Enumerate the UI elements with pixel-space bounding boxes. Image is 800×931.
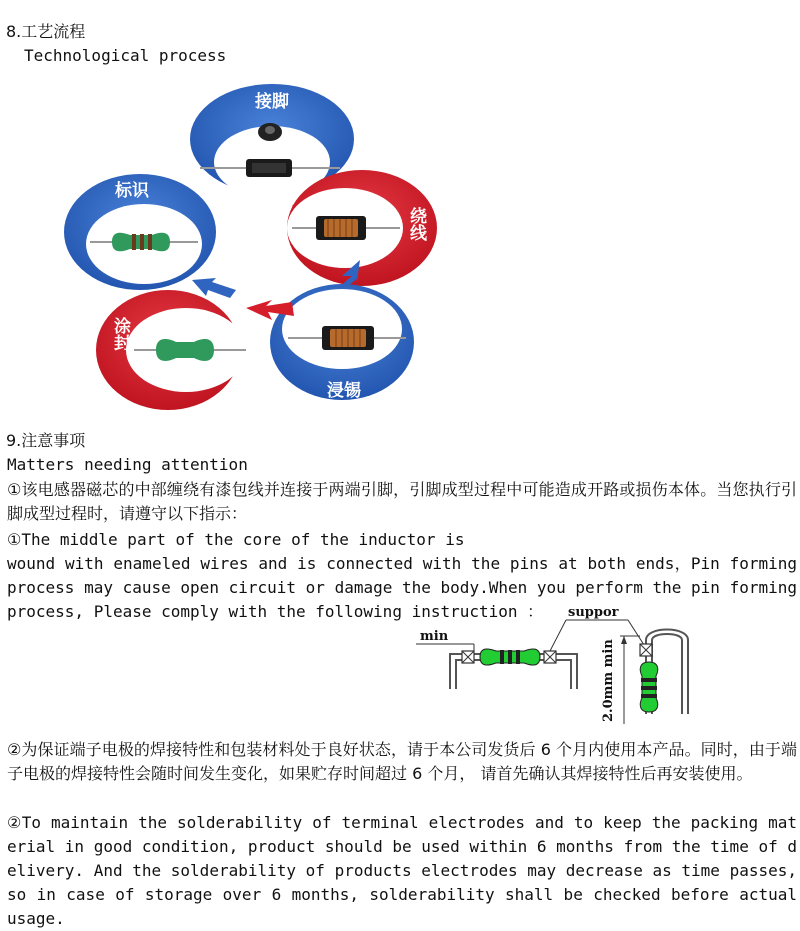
section-8-subheading: Technological process [24, 46, 227, 65]
process-step-tin-dipping [270, 284, 414, 401]
item-1-chinese: ①该电感器磁芯的中部缠绕有漆包线并连接于两端引脚，引脚成型过程中可能造成开路或损伤本体。当您执行引脚成型过程时，请遵守以下指示： [7, 480, 797, 523]
item-2-english: ②To maintain the solderability of terminal electrodes and to keep the packing material in good condition, product should be used within 6 months from the time of delivery. And the solderability of products electrodes may decrease as time passes, so in case of storage over 6 months, solderability shall be checked before actual usage. [7, 813, 797, 928]
item-1-english: wound with enameled wires and is connected with the pins at both ends，Pin forming process may cause open circuit or damage the body.When you perform the pin forming process, Please comply with the following instruction ： [7, 554, 797, 621]
label-dimension: 2.0mm min [601, 639, 616, 722]
step-label: 标识 [115, 181, 149, 201]
step-label: 浸锡 [327, 381, 361, 401]
section-9-heading: 9.注意事项 [6, 431, 86, 450]
arrow-up-left-icon [192, 278, 236, 298]
process-step-winding [287, 170, 437, 286]
label-suppor: suppor [568, 605, 619, 620]
process-step-marking [64, 174, 216, 290]
step-label: 接脚 [255, 92, 289, 112]
item-1-english-line1: ①The middle part of the core of the inductor is [7, 530, 465, 549]
section-8-heading: 8.工艺流程 [6, 22, 86, 41]
label-min: min [420, 629, 449, 644]
process-flow-graphic [60, 84, 440, 414]
step-label: 绕线 [406, 207, 426, 241]
step-label: 涂封 [110, 317, 130, 351]
section-9-subheading: Matters needing attention [7, 455, 248, 474]
lead-forming-diagram [416, 604, 716, 734]
item-2-chinese: ②为保证端子电极的焊接特性和包装材料处于良好状态，请于本公司发货后 6 个月内使用本产品。同时，由于端子电极的焊接特性会随时间发生变化，如果贮存时间超过 6 个月， 请首先确认其焊接特性后再安装使用。 [7, 740, 797, 783]
process-step-coating [96, 290, 246, 410]
